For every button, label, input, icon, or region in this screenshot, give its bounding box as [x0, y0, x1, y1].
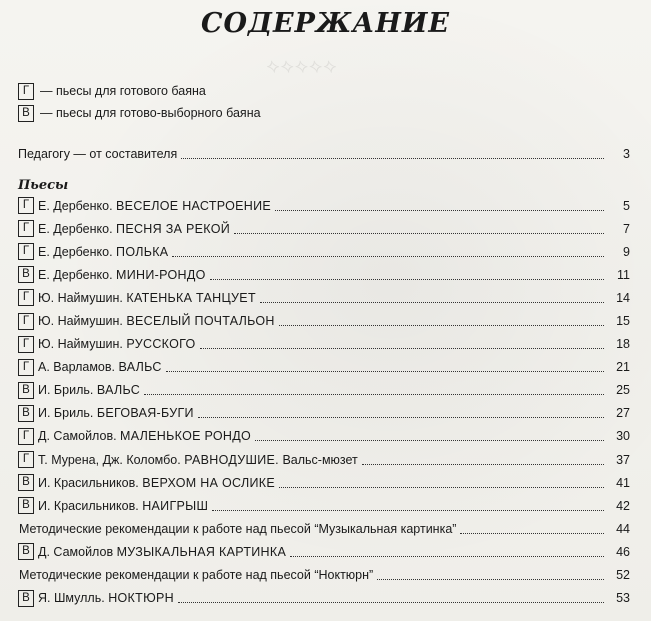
- entry-label: [38, 476, 275, 490]
- entry-label: [38, 360, 162, 374]
- entry-author: И. Бриль.: [38, 406, 94, 421]
- entry-label: [38, 291, 256, 305]
- toc-entry: [18, 494, 630, 517]
- legend-item-gotovy: [18, 83, 206, 100]
- dot-leader: [290, 555, 604, 557]
- dot-leader: [234, 232, 604, 234]
- entry-label: [38, 199, 271, 213]
- dot-leader: [144, 393, 604, 395]
- page-number: 46: [616, 544, 630, 559]
- entry-label: [18, 568, 373, 582]
- marker-box: В: [18, 266, 34, 283]
- toc-entry: [18, 564, 630, 587]
- entry-title: МИНИ-РОНДО: [116, 267, 206, 282]
- marker-box: Г: [18, 336, 34, 353]
- entry-label: [38, 453, 358, 467]
- entry-author: И. Красильников.: [38, 498, 139, 513]
- entry-label: [38, 268, 206, 282]
- entry-title: ВЕСЕЛОЕ НАСТРОЕНИЕ: [116, 198, 272, 213]
- marker-box: Г: [18, 289, 34, 306]
- dot-leader: [178, 601, 604, 603]
- entry-label: [38, 383, 140, 397]
- dot-leader: [198, 416, 604, 418]
- toc-entry: [18, 263, 630, 286]
- page-number: 37: [616, 452, 630, 467]
- marker-box: В: [18, 382, 34, 399]
- marker-box: Г: [18, 220, 34, 237]
- dot-leader: [275, 209, 604, 211]
- page-number: 9: [623, 244, 630, 259]
- marker-box: В: [18, 474, 34, 491]
- marker-box: Г: [18, 451, 34, 468]
- page-number: 41: [616, 475, 630, 490]
- entry-author: Д. Самойлов: [38, 544, 114, 559]
- marker-box: В: [18, 590, 34, 607]
- entry-author: Я. Шмулль.: [38, 591, 105, 606]
- entry-title: НОКТЮРН: [108, 591, 174, 606]
- entry-label: Педагогу — от составителя: [18, 147, 178, 161]
- entry-title: ВАЛЬС: [118, 360, 162, 375]
- marker-box: Г: [18, 359, 34, 376]
- marker-box: Г: [18, 313, 34, 330]
- entry-author: Е. Дербенко.: [38, 244, 113, 259]
- toc-entry: [18, 356, 630, 379]
- entry-label: [38, 591, 174, 605]
- entry-title: ПОЛЬКА: [116, 244, 169, 259]
- entry-author: Е. Дербенко.: [38, 198, 113, 213]
- entry-label: [18, 522, 456, 536]
- toc-entry: [18, 402, 630, 425]
- toc-entry: [18, 240, 630, 263]
- dot-leader: [212, 509, 604, 511]
- entry-title: ВЕСЕЛЫЙ ПОЧТАЛЬОН: [126, 314, 275, 329]
- page-number: 3: [623, 147, 630, 161]
- page-number: 14: [616, 290, 630, 305]
- marker-box: В: [18, 405, 34, 422]
- dot-leader: [200, 347, 604, 349]
- marker-box: В: [18, 543, 34, 560]
- page-number: 25: [616, 383, 630, 398]
- page-number: 44: [616, 521, 630, 536]
- toc-entry: [18, 540, 630, 563]
- entry-label: [38, 406, 194, 420]
- toc-entry-intro: [18, 147, 630, 161]
- entry-label: [38, 314, 275, 328]
- entry-label: [38, 222, 230, 236]
- toc-entry: [18, 286, 630, 309]
- toc-entry: [18, 517, 630, 540]
- page-number: 27: [616, 406, 630, 421]
- marker-box: Г: [18, 428, 34, 445]
- entry-title: ПЕСНЯ ЗА РЕКОЙ: [116, 221, 231, 236]
- page-number: 5: [623, 198, 630, 213]
- entry-label: [38, 429, 251, 443]
- legend-text: — пьесы для готового баяна: [40, 83, 206, 98]
- entry-title: РАВНОДУШИЕ.: [184, 452, 279, 467]
- entry-label: [38, 545, 286, 559]
- marker-box: Г: [18, 243, 34, 260]
- dot-leader: [260, 301, 604, 303]
- page-number: 52: [616, 568, 630, 583]
- dot-leader: [255, 439, 604, 441]
- entry-title: КАТЕНЬКА ТАНЦУЕТ: [126, 290, 256, 305]
- toc-list: [18, 194, 630, 610]
- page-number: 42: [616, 498, 630, 513]
- dot-leader: [460, 532, 604, 534]
- entry-title: БЕГОВАЯ-БУГИ: [96, 406, 194, 421]
- legend-text: — пьесы для готово-выборного баяна: [40, 105, 261, 120]
- dot-leader: [166, 370, 604, 372]
- section-title: Пьесы: [18, 178, 69, 193]
- entry-author: Е. Дербенко.: [38, 221, 113, 236]
- marker-box: Г: [18, 83, 34, 100]
- dot-leader: [181, 157, 604, 159]
- marker-box: В: [18, 105, 34, 122]
- entry-title: МАЛЕНЬКОЕ РОНДО: [120, 429, 252, 444]
- entry-author: А. Варламов.: [38, 360, 116, 375]
- toc-entry: [18, 333, 630, 356]
- toc-entry: [18, 587, 630, 610]
- page-number: 7: [623, 221, 630, 236]
- dot-leader: [377, 578, 604, 580]
- toc-entry: [18, 379, 630, 402]
- entry-author: Методические рекомендации к работе над пьесой “Музыкальная картинка”: [19, 521, 457, 536]
- entry-author: Ю. Наймушин.: [38, 290, 123, 305]
- page-number: 30: [616, 429, 630, 444]
- dot-leader: [172, 255, 604, 257]
- entry-title: ВАЛЬС: [96, 383, 141, 398]
- page-number: 18: [616, 337, 630, 352]
- toc-entry: [18, 448, 630, 471]
- dot-leader: [362, 463, 604, 465]
- entry-title: МУЗЫКАЛЬНАЯ КАРТИНКА: [116, 544, 287, 559]
- entry-label: [38, 337, 196, 351]
- entry-author: Д. Самойлов.: [38, 429, 117, 444]
- toc-entry: [18, 217, 630, 240]
- entry-author: Е. Дербенко.: [38, 267, 113, 282]
- entry-author: Т. Мурена, Дж. Коломбо.: [38, 452, 181, 467]
- entry-title: ВЕРХОМ НА ОСЛИКЕ: [142, 475, 275, 490]
- entry-author: Ю. Наймушин.: [38, 314, 123, 329]
- entry-author: И. Красильников.: [38, 475, 139, 490]
- toc-entry: [18, 194, 630, 217]
- dot-leader: [279, 486, 604, 488]
- entry-subtitle: Вальс-мюзет: [282, 452, 358, 467]
- entry-author: Ю. Наймушин.: [38, 337, 123, 352]
- entry-author: Методические рекомендации к работе над пьесой “Ноктюрн”: [19, 568, 374, 583]
- page-number: 15: [616, 314, 630, 329]
- dot-leader: [210, 278, 604, 280]
- marker-box: Г: [18, 197, 34, 214]
- toc-entry: [18, 425, 630, 448]
- entry-label: [38, 499, 208, 513]
- page-number: 21: [616, 360, 630, 375]
- entry-title: НАИГРЫШ: [142, 498, 209, 513]
- toc-entry: [18, 471, 630, 494]
- page-title: СОДЕРЖАНИЕ: [201, 8, 450, 39]
- toc-entry: [18, 309, 630, 332]
- bleed-through-decoration: ⟡⟡⟡⟡⟡: [265, 56, 337, 78]
- entry-author: И. Бриль.: [38, 383, 94, 398]
- dot-leader: [279, 324, 604, 326]
- marker-box: В: [18, 497, 34, 514]
- legend-item-gotovo-vybornyi: [18, 105, 261, 122]
- page-number: 53: [616, 591, 630, 606]
- page-number: 11: [617, 267, 630, 282]
- entry-label: [38, 245, 168, 259]
- entry-title: РУССКОГО: [126, 337, 196, 352]
